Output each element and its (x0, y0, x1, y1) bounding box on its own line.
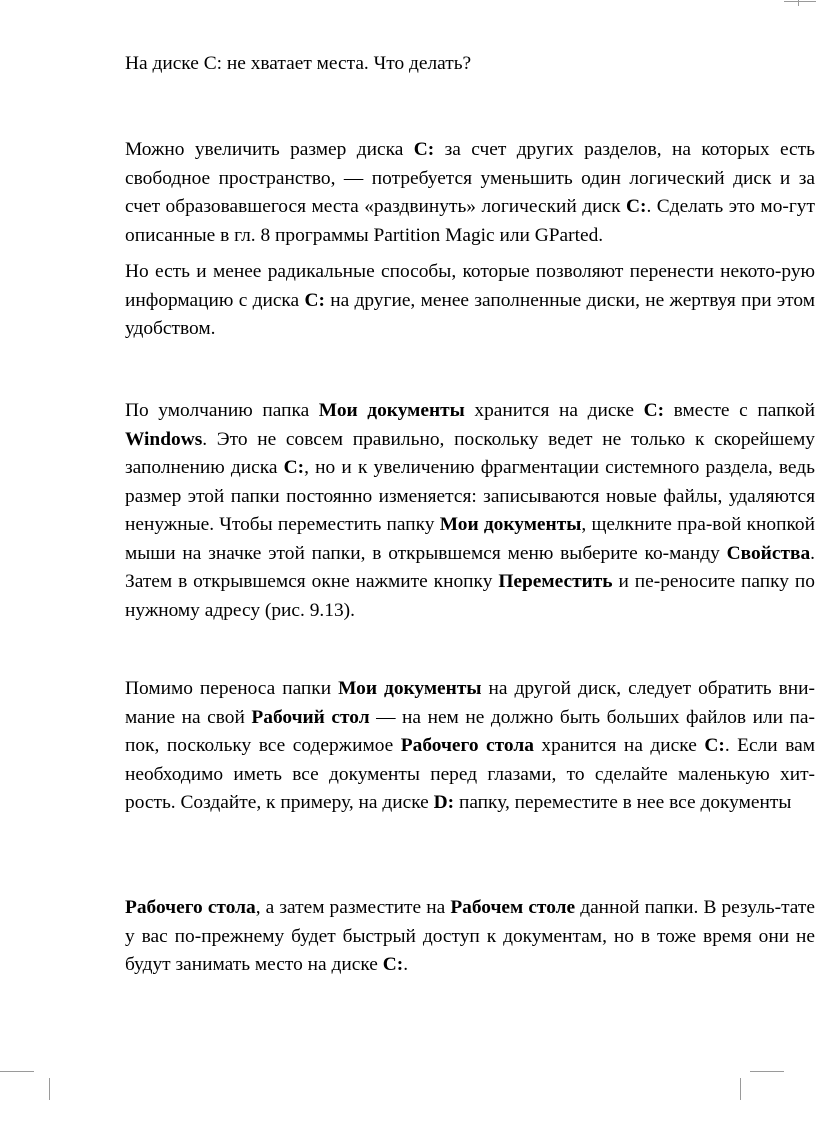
p3-bold-drive-c: C: (643, 400, 665, 421)
p5-text: , а затем разместите на (255, 897, 451, 918)
p5-bold-desktop: Рабочего стола (125, 897, 256, 918)
crop-mark-bottom-left-horizontal (0, 1071, 34, 1072)
p3-text: и пе-реносите папку по нужному адресу (рис. 9.13). (125, 571, 815, 621)
p3-text: вместе с папкой (664, 400, 815, 421)
p4-bold-desktop: Рабочий стол (251, 706, 370, 728)
p3-text: По умолчанию папка (125, 400, 319, 421)
p2-text: Но есть и менее радикальные способы, которые позволяют перенести некото-рую информацию с диска (125, 261, 815, 311)
page-heading (125, 50, 815, 79)
p1-text: . Сделать это мо-гут описанные в гл. 8 программы Partition Magic или GParted. (125, 196, 815, 246)
p1-text: Можно увеличить размер диска (125, 139, 414, 160)
p4-text: папку, переместите в нее все документы (454, 792, 792, 813)
p3-text: . Это не совсем правильно, поскольку ведет не только к скорейшему заполнению диска (125, 428, 815, 478)
crop-mark-top-right-vertical (798, 0, 799, 6)
p1-bold-drive-c: C: (625, 196, 647, 217)
p4-text: Помимо переноса папки (125, 678, 339, 699)
p3-bold-properties: Свойства (726, 542, 811, 564)
p4-bold-desktop: Рабочего стола (400, 735, 534, 756)
p5-bold-drive-c: C: (382, 954, 404, 975)
crop-mark-bottom-right-horizontal (750, 1071, 784, 1072)
paragraph-5 (125, 894, 815, 980)
paragraph-4 (125, 675, 815, 818)
p3-text: , щелкните пра-вой кнопкой мыши на значке этой папки, в открывшемся меню выберите ко-манду (125, 514, 815, 564)
p5-text: . (403, 954, 409, 975)
paragraph-2 (125, 258, 815, 344)
crop-mark-bottom-right-vertical (740, 1078, 741, 1100)
p1-bold-drive-c: C: (413, 139, 435, 160)
p4-bold-drive-c: C: (704, 735, 725, 756)
p3-text: хранится на диске (464, 400, 644, 421)
p3-bold-drive-c: C: (283, 457, 305, 478)
p4-bold-drive-d: D: (433, 792, 455, 813)
paragraph-3 (125, 397, 815, 625)
p3-bold-windows: Windows (125, 428, 203, 450)
p5-text: данной папки. В резуль-тате у вас по-прежнему будет быстрый доступ к документам, но в тоже время они не будут занимать место на диске (125, 897, 815, 975)
p3-bold-my-documents: Мои документы (439, 514, 582, 535)
p3-bold-move: Переместить (498, 571, 613, 592)
p4-text: на другой диск, следует обратить вни-мание на свой (125, 678, 815, 728)
crop-mark-top-right-horizontal (784, 1, 816, 2)
p3-bold-my-documents: Мои документы (318, 400, 465, 421)
p3-text: . Затем в открывшемся окне нажмите кнопку (125, 542, 815, 592)
paragraph-1 (125, 136, 815, 250)
p3-text: , но и к увеличению фрагментации системного раздела, ведь размер этой папки постоянно изменяется: записываются новые файлы, удаляются ненужные. Чтобы переместить папку (125, 457, 815, 535)
p4-text: — на нем не должно быть больших файлов или па-пок, поскольку все содержимое (125, 706, 815, 756)
p5-bold-desktop: Рабочем столе (450, 897, 576, 918)
p2-text: на другие, менее заполненные диски, не жертвуя при этом удобством. (125, 289, 815, 339)
p4-text: . Если вам необходимо иметь все документы перед глазами, то сделайте маленькую хит-рость. Создайте, к примеру, на диске (125, 735, 815, 813)
crop-mark-bottom-left-vertical (49, 1078, 50, 1100)
p4-text: хранится на диске (533, 735, 705, 756)
p4-bold-my-documents: Мои документы (338, 678, 482, 699)
p2-bold-drive-c: C: (304, 289, 325, 311)
p1-text: за счет других разделов, на которых есть свободное пространство, — потребуется уменьшить один логический диск и за счет образовавшегося места «раздвинуть» логический диск (125, 139, 815, 217)
heading-text: На диске C: не хватает места. Что делать? (125, 53, 472, 74)
